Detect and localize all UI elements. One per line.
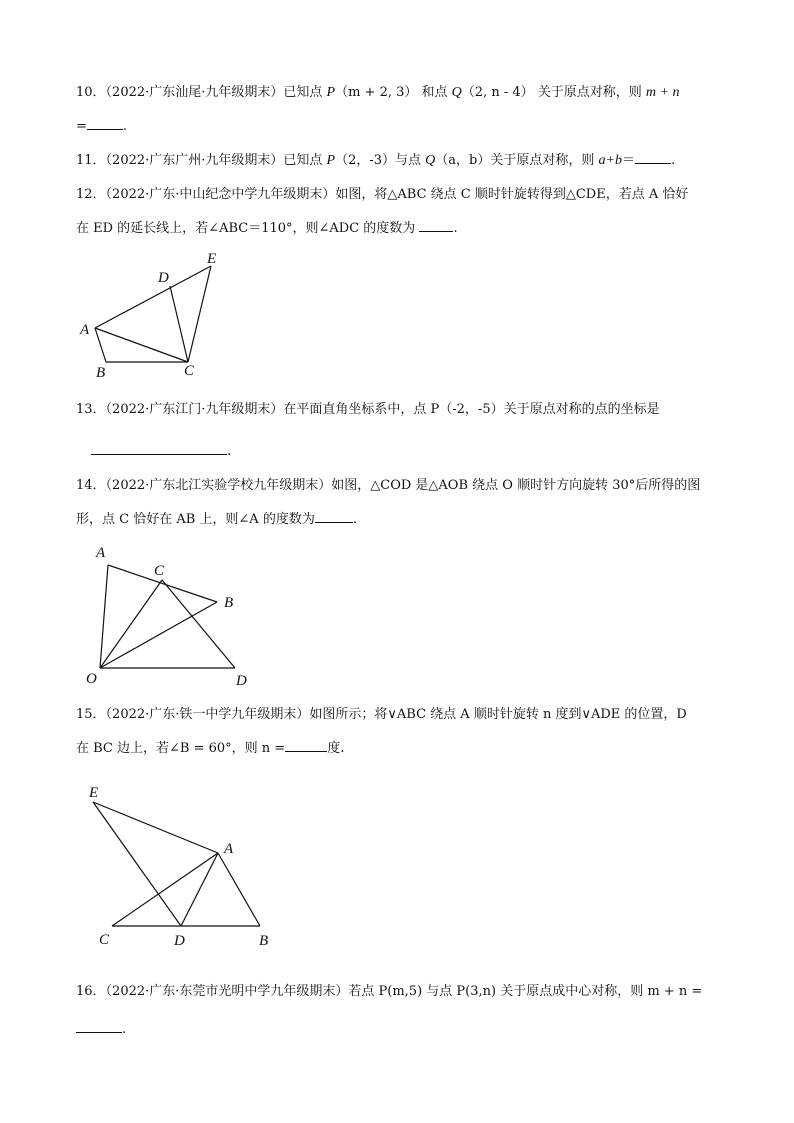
q12-label-d: D [158, 270, 169, 286]
q10-suffix: 关于原点对称，则 [533, 85, 646, 100]
q10-expr: m + n [645, 85, 680, 100]
q15-label-c: C [99, 932, 110, 948]
q15-label-a: A [224, 841, 234, 857]
q15-label-e: E [89, 785, 99, 801]
q12-edge-ec [188, 266, 211, 362]
q15-edge-ca [112, 853, 218, 926]
q10-q-coords: （2, n - 4） [461, 85, 534, 100]
q12-edge-ae [95, 266, 211, 328]
question-13-line-1: 13．（2022·广东江门·九年级期末）在平面直角坐标系中，点 P（-2，-5）关于原点对称的点的坐标是 [76, 402, 660, 417]
q11-point-p: P [326, 153, 336, 168]
q12-label-a: A [80, 322, 90, 338]
q12-period: . [453, 221, 458, 236]
q14-edge-oc [100, 580, 162, 668]
q10-equals: = [76, 119, 87, 134]
question-14-line-1: 14．（2022·广东北江实验学校九年级期末）如图，△COD 是△AOB 绕点 O 顺时针方向旋转 30°后所得的图 [76, 478, 701, 493]
q11-q-coords: （a，b）关于原点对称，则 [435, 153, 599, 168]
q11-eq: ＝ [621, 153, 635, 168]
q12-label-c: C [184, 363, 195, 379]
q14-figure [100, 565, 235, 668]
q14-label-a: A [96, 545, 106, 561]
q15-edge-ab [218, 853, 260, 926]
q14-edge-cd [162, 580, 235, 668]
q14-edge-ob [100, 602, 217, 668]
q14-edge-ao [100, 565, 108, 668]
q10-mid: 和点 [417, 85, 452, 100]
q10-prefix: 10．（2022·广东汕尾·九年级期末）已知点 [76, 85, 327, 100]
q11-expr: a+b [598, 153, 622, 168]
q12-label-e: E [207, 251, 217, 267]
q14-period: . [352, 512, 357, 527]
q14-label-d: D [236, 673, 247, 689]
q12-text: 在 ED 的延长线上，若∠ABC＝110°，则∠ADC 的度数为 [76, 221, 420, 236]
q12-edge-ab [95, 328, 106, 362]
q12-edge-dc [170, 286, 188, 362]
q10-point-p: P [326, 85, 336, 100]
q11-period: . [670, 153, 676, 168]
q14-label-c: C [154, 563, 165, 579]
question-15-line-1: 15．（2022·广东·铁一中学九年级期末）如图所示；将∨ABC 绕点 A 顺时针旋转 n 度到∨ADE 的位置，D [76, 707, 687, 722]
q10-period: . [122, 119, 128, 134]
q15-figure [93, 802, 260, 926]
q12-label-b: B [96, 365, 106, 381]
q11-p-coords: （2，-3）与点 [335, 153, 426, 168]
q14-text: 形，点 C 恰好在 AB 上，则∠A 的度数为 [76, 512, 315, 527]
q15-unit: 度. [327, 741, 345, 756]
q14-label-o: O [86, 671, 97, 687]
q15-text: 在 BC 边上，若∠B = 60°，则 n = [76, 741, 286, 756]
q12-figure [95, 266, 211, 362]
q10-p-coords: （m + 2, 3） [335, 85, 418, 100]
q10-point-q: Q [451, 85, 462, 100]
q14-label-b: B [224, 595, 234, 611]
question-16-line-1: 16．（2022·广东·东莞市光明中学九年级期末）若点 P(m,5) 与点 P(3,n) 关于原点成中心对称，则 m + n = [76, 984, 703, 999]
q15-edge-ad [181, 853, 218, 926]
q15-label-b: B [259, 933, 269, 949]
q15-label-d: D [174, 933, 185, 949]
q16-period: . [122, 1022, 127, 1037]
q11-prefix: 11．（2022·广东广州·九年级期末）已知点 [76, 153, 327, 168]
q13-period: . [227, 444, 232, 459]
question-12-line-1: 12．（2022·广东·中山纪念中学九年级期末）如图，将△ABC 绕点 C 顺时针旋转得到△CDE，若点 A 恰好 [76, 187, 689, 202]
q12-edge-ac [95, 328, 188, 362]
q11-point-q: Q [425, 153, 436, 168]
